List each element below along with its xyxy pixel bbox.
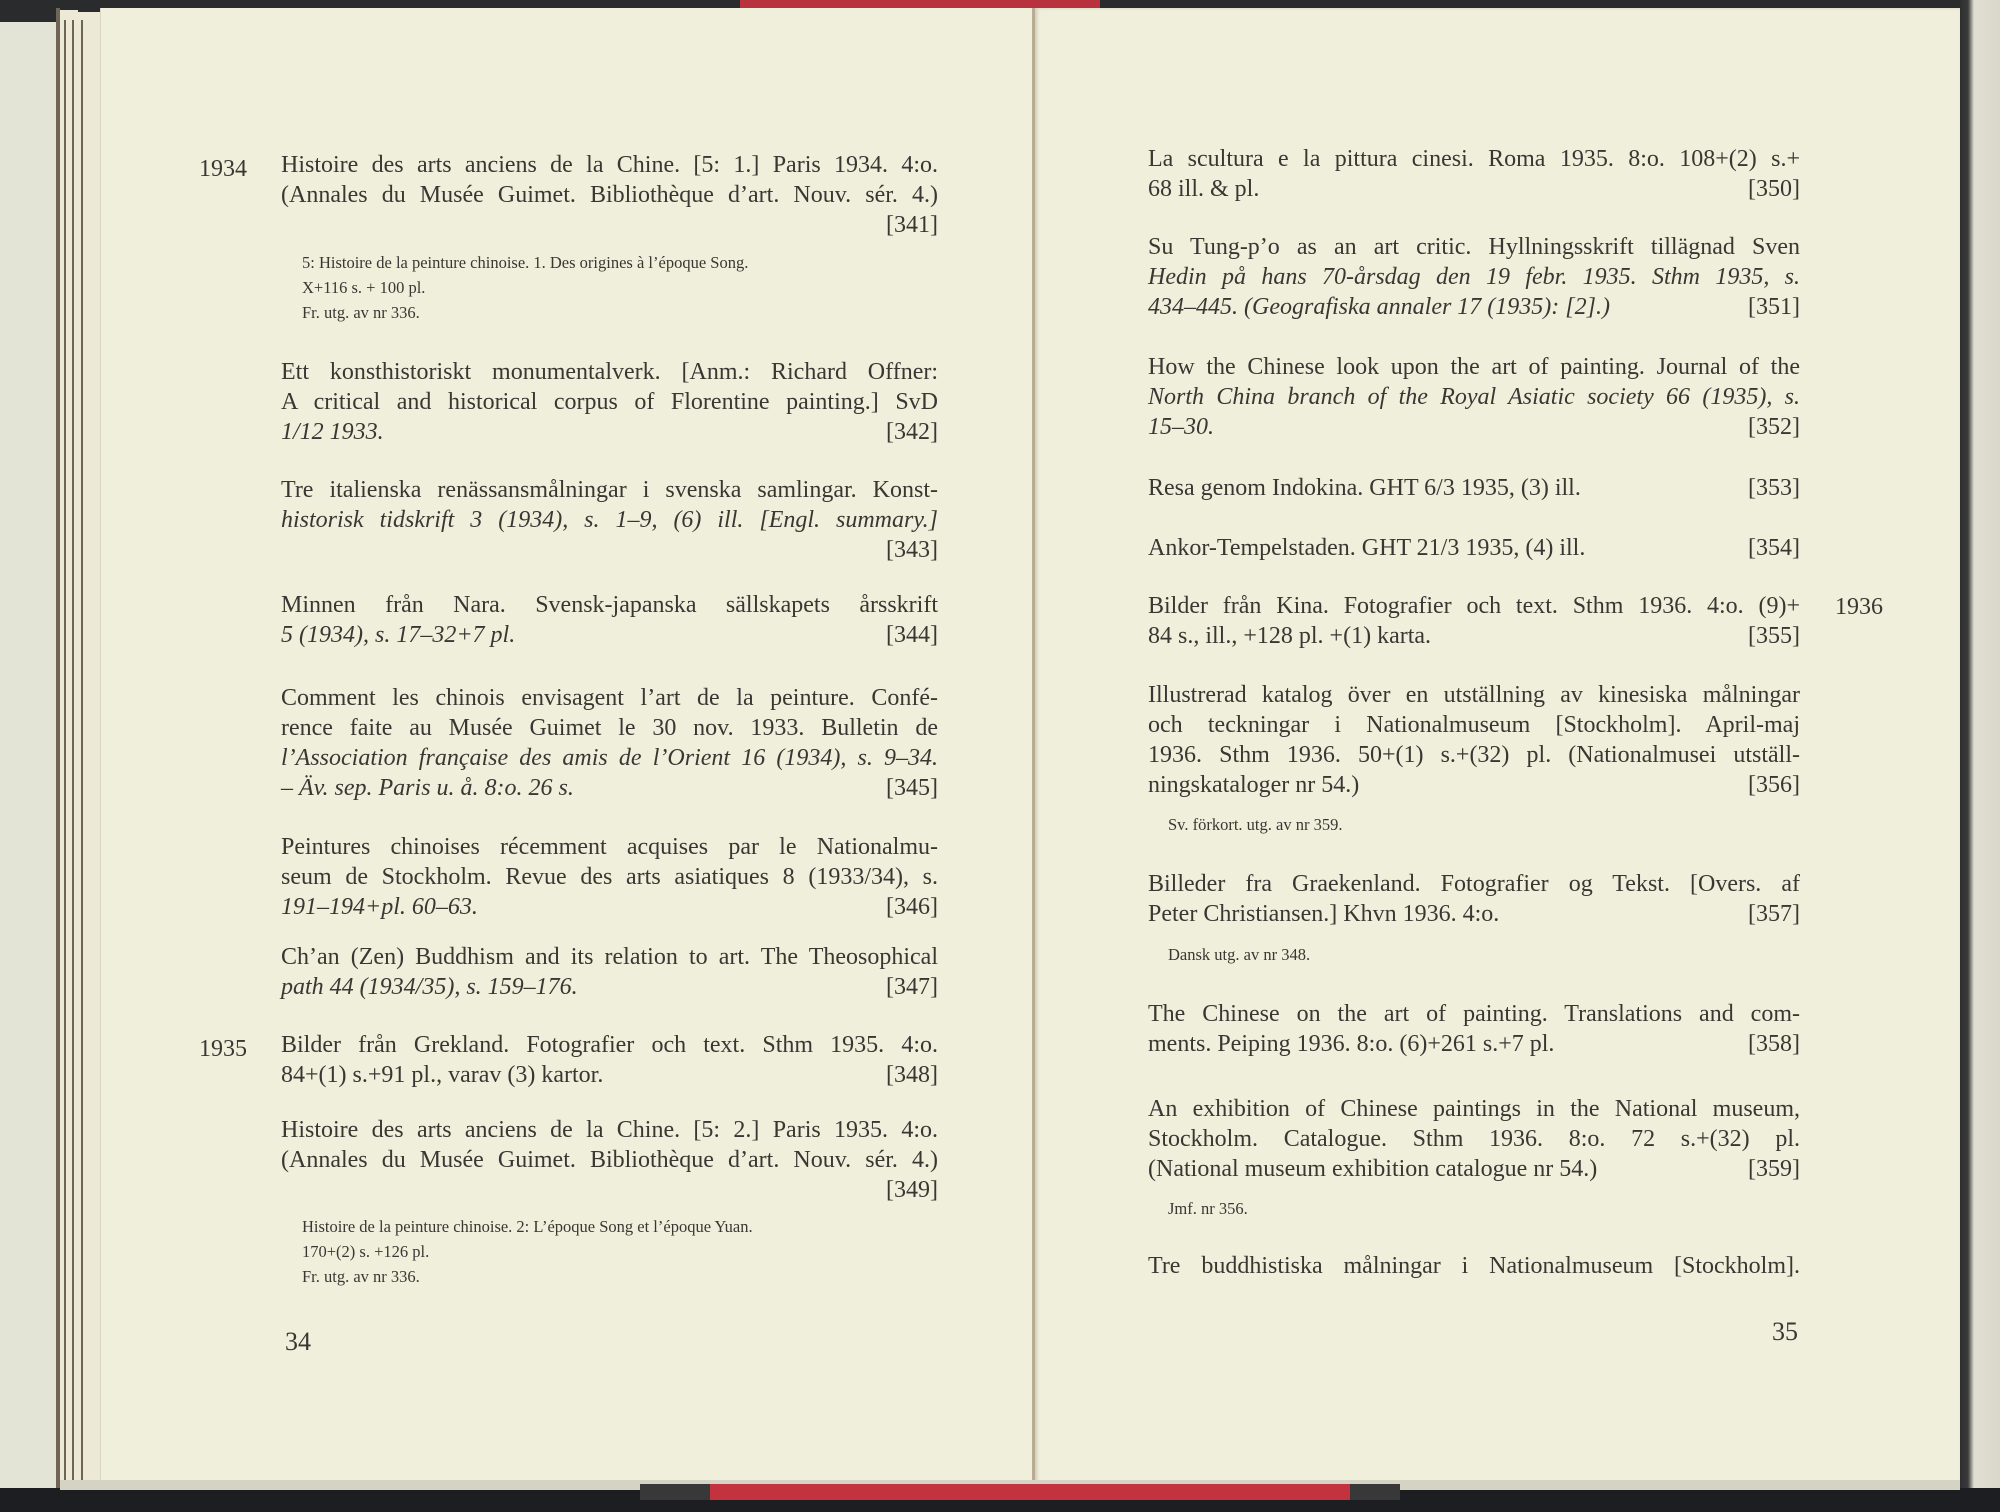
note-line: X+116 s. + 100 pl. [302,278,426,297]
headband-bottom-red [710,1484,1350,1500]
entry-line: Comment les chinois envisagent l’art de la peinture. Confé- [281,685,938,711]
entry-number: [342] [886,419,938,445]
entry-number: [349] [886,1177,938,1203]
page-edge [72,20,74,1494]
entry-line: 15–30. [1148,414,1214,440]
entry-line: 434–445. (Geografiska annaler 17 (1935): [2].) [1148,294,1610,320]
bibliography-entry [1148,869,1800,929]
entry-number: [356] [1748,772,1800,798]
bibliography-entry [281,475,938,563]
entry-number: [358] [1748,1031,1800,1057]
entry-line: historisk tidskrift 3 (1934), s. 1–9, (6) ill. [Engl. summary.] [281,507,938,533]
entry-line: rence faite au Musée Guimet le 30 nov. 1933. Bulletin de [281,715,938,741]
bibliography-entry [1148,352,1800,442]
entry-line: Ankor-Tempelstaden. GHT 21/3 1935, (4) ill. [1148,535,1586,561]
entry-note [1168,942,1800,967]
entry-note [1168,1196,1800,1221]
entry-line: ningskataloger nr 54.) [1148,772,1360,798]
bibliography-entry [281,590,938,650]
note-line: Fr. utg. av nr 336. [302,1267,420,1286]
entry-line: The Chinese on the art of painting. Translations and com- [1148,1001,1800,1027]
bibliography-entry [281,683,938,803]
entry-line: How the Chinese look upon the art of painting. Journal of the [1148,354,1800,380]
bibliography-entry [1148,144,1800,204]
entry-number: [352] [1748,414,1800,440]
page-number: 34 [285,1327,311,1356]
entry-line: Billeder fra Graekenland. Fotografier og Tekst. [Overs. af [1148,871,1800,897]
entry-line: Minnen från Nara. Svensk-japanska sällskapets årsskrift [281,592,938,618]
entry-number: [345] [886,775,938,801]
entry-number: [353] [1748,475,1800,501]
entry-note [1168,812,1800,837]
entry-number: [355] [1748,623,1800,649]
entry-line: Su Tung-p’o as an art critic. Hyllningsskrift tillägnad Sven [1148,234,1800,260]
note-line: 5: Histoire de la peinture chinoise. 1. Des origines à l’époque Song. [302,253,749,272]
entry-number: [350] [1748,176,1800,202]
previous-pages-stack [0,22,58,1512]
headband-bottom-black-left [640,1484,710,1500]
entry-number: [344] [886,622,938,648]
page-edge [81,20,83,1494]
note-line: 170+(2) s. +126 pl. [302,1242,430,1261]
entry-line: Tre buddhistiska målningar i Nationalmuseum [Stockholm]. [1148,1253,1800,1279]
entry-line: 5 (1934), s. 17–32+7 pl. [281,622,516,648]
entry-number: [357] [1748,901,1800,927]
entry-line: 1/12 1933. [281,419,384,445]
entry-number: [354] [1748,535,1800,561]
entry-line: Stockholm. Catalogue. Sthm 1936. 8:o. 72 s.+(32) pl. [1148,1126,1800,1152]
bibliography-entry [1148,232,1800,322]
bibliography-entry [1148,591,1800,651]
page-edge [56,8,60,1494]
entry-number: [348] [886,1062,938,1088]
page-leaf [58,10,78,1488]
entry-line: och teckningar i Nationalmuseum [Stockholm]. April-maj [1148,712,1800,738]
year-marker: 1934 [199,156,247,182]
entry-line: seum de Stockholm. Revue des arts asiatiques 8 (1933/34), s. [281,864,938,890]
entry-line: Histoire des arts anciens de la Chine. [5: 1.] Paris 1934. 4:o. [281,152,938,178]
entry-line: Illustrerad katalog över en utställning av kinesiska målningar [1148,682,1800,708]
entry-line: A critical and historical corpus of Florentine painting.] SvD [281,389,938,415]
entry-number: [359] [1748,1156,1800,1182]
entry-line: Resa genom Indokina. GHT 6/3 1935, (3) ill. [1148,475,1581,501]
bibliography-entry [281,150,938,238]
entry-line: ments. Peiping 1936. 8:o. (6)+261 s.+7 pl. [1148,1031,1555,1057]
entry-line: (National museum exhibition catalogue nr 54.) [1148,1156,1598,1182]
entry-line: 1936. Sthm 1936. 50+(1) s.+(32) pl. (Nationalmusei utställ- [1148,742,1800,768]
entry-line: (Annales du Musée Guimet. Bibliothèque d’art. Nouv. sér. 4.) [281,182,938,208]
entry-line: Ett konsthistoriskt monumentalverk. [Anm.: Richard Offner: [281,359,938,385]
page-number: 35 [1772,1317,1798,1346]
note-line: Fr. utg. av nr 336. [302,303,420,322]
bibliography-entry [1148,680,1800,800]
entry-line: North China branch of the Royal Asiatic society 66 (1935), s. [1148,384,1800,410]
bibliography-entry [1148,1251,1800,1281]
bibliography-entry [281,357,938,447]
entry-line: 68 ill. & pl. [1148,176,1260,202]
bibliography-entry [1148,999,1800,1059]
entry-line: Tre italienska renässansmålningar i svenska samlingar. Konst- [281,477,938,503]
note-line: Jmf. nr 356. [1168,1199,1248,1218]
entry-line: An exhibition of Chinese paintings in the National museum, [1148,1096,1800,1122]
bibliography-entry [1148,473,1800,503]
entry-line: 84+(1) s.+91 pl., varav (3) kartor. [281,1062,604,1088]
entry-line: – Äv. sep. Paris u. å. 8:o. 26 s. [281,775,574,801]
note-line: Sv. förkort. utg. av nr 359. [1168,815,1343,834]
entry-line: Histoire des arts anciens de la Chine. [5: 2.] Paris 1935. 4:o. [281,1117,938,1143]
entry-number: [346] [886,894,938,920]
entry-line: Bilder från Kina. Fotografier och text. Sthm 1936. 4:o. (9)+ [1148,593,1800,619]
entry-line: La scultura e la pittura cinesi. Roma 1935. 8:o. 108+(2) s.+ [1148,146,1800,172]
entry-line: Hedin på hans 70-årsdag den 19 febr. 1935. Sthm 1935, s. [1148,264,1800,290]
book-gutter [1032,8,1035,1488]
note-line: Histoire de la peinture chinoise. 2: L’époque Song et l’époque Yuan. [302,1217,753,1236]
bibliography-entry [281,1030,938,1090]
entry-line: l’Association française des amis de l’Orient 16 (1934), s. 9–34. [281,745,938,771]
entry-line: Ch’an (Zen) Buddhism and its relation to art. The Theosophical [281,944,938,970]
year-marker: 1936 [1835,594,1883,620]
page-edge [64,20,66,1494]
entry-number: [347] [886,974,938,1000]
entry-line: (Annales du Musée Guimet. Bibliothèque d’art. Nouv. sér. 4.) [281,1147,938,1173]
bibliography-entry [281,832,938,922]
entry-line: path 44 (1934/35), s. 159–176. [281,974,578,1000]
year-marker: 1935 [199,1036,247,1062]
entry-number: [351] [1748,294,1800,320]
bibliography-entry [281,942,938,1002]
bibliography-entry [1148,533,1800,563]
entry-line: 84 s., ill., +128 pl. +(1) karta. [1148,623,1432,649]
bibliography-entry [281,1115,938,1203]
right-cover-edge [1960,0,2000,1512]
entry-note [302,1214,938,1289]
note-line: Dansk utg. av nr 348. [1168,945,1311,964]
entry-note [302,250,938,325]
entry-number: [341] [886,212,938,238]
entry-line: Bilder från Grekland. Fotografier och text. Sthm 1935. 4:o. [281,1032,938,1058]
bibliography-entry [1148,1094,1800,1184]
entry-line: Peintures chinoises récemment acquises par le Nationalmu- [281,834,938,860]
entry-line: 191–194+pl. 60–63. [281,894,478,920]
entry-line: Peter Christiansen.] Khvn 1936. 4:o. [1148,901,1500,927]
headband-bottom-black-right [1350,1484,1400,1500]
entry-number: [343] [886,537,938,563]
